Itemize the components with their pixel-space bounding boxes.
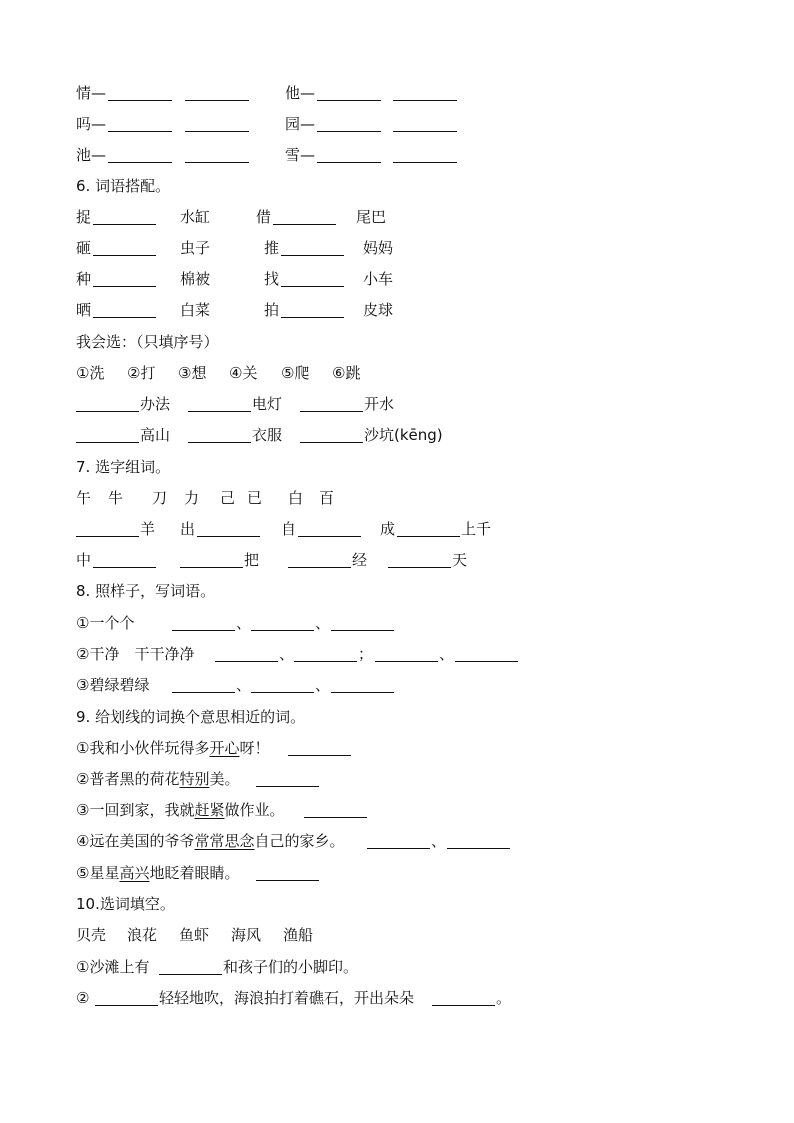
sentence-pre: ④远在美国的爷爷 (76, 832, 195, 850)
answer-blank[interactable] (93, 207, 156, 225)
q5-row-2 (0, 112, 794, 136)
char-option: 牛 (108, 489, 124, 507)
noun: 小车 (363, 270, 394, 288)
char-option: 午 (76, 489, 92, 507)
answer-blank[interactable] (288, 550, 351, 568)
answer-blank[interactable] (76, 425, 139, 443)
answer-blank[interactable] (108, 114, 172, 132)
sentence-text (76, 863, 239, 883)
verb: 借 (256, 208, 272, 226)
fill-word: 开水 (364, 395, 395, 413)
sentence-pre: ①我和小伙伴玩得多 (76, 739, 210, 757)
answer-blank[interactable] (281, 238, 344, 256)
example-word: ③碧绿碧绿 (76, 676, 150, 694)
answer-blank[interactable] (185, 145, 249, 163)
underlined-word: 高兴 (119, 864, 150, 882)
separator: 、 (431, 832, 447, 850)
fill-word: 沙坑(kēng) (364, 426, 443, 444)
word-part: 天 (452, 551, 468, 569)
answer-blank[interactable] (93, 238, 156, 256)
verb: 拍 (264, 301, 280, 319)
answer-blank[interactable] (300, 394, 363, 412)
q9-sentence-1 (0, 736, 794, 760)
q6-fill-row-1 (0, 392, 794, 416)
answer-blank[interactable] (251, 675, 314, 693)
answer-blank[interactable] (256, 769, 319, 787)
sentence-pre: ② (76, 989, 90, 1007)
verb: 砸 (76, 239, 92, 257)
answer-blank[interactable] (393, 145, 457, 163)
option-item: ①洗 (76, 364, 105, 382)
q8-row-3 (0, 673, 794, 697)
answer-blank[interactable] (375, 644, 438, 662)
sentence-text (76, 738, 269, 758)
char-option: 力 (184, 489, 200, 507)
noun: 尾巴 (356, 208, 387, 226)
answer-blank[interactable] (367, 831, 430, 849)
question-title: 8. 照样子，写词语。 (76, 582, 216, 600)
answer-blank[interactable] (180, 550, 243, 568)
q6-title-line (0, 174, 794, 198)
sentence-text (76, 800, 284, 820)
example-word: ②干净 干干净净 (76, 645, 195, 663)
q6-fill-row-2 (0, 423, 794, 447)
verb: 捉 (76, 208, 92, 226)
separator: ； (358, 645, 374, 663)
answer-blank[interactable] (281, 269, 344, 287)
question-title: 9. 给划线的词换个意思相近的词。 (76, 708, 306, 726)
q7-chars-row (0, 486, 794, 510)
answer-blank[interactable] (317, 83, 381, 101)
q6-options-row (0, 361, 794, 385)
q6-pair-row-1 (0, 205, 794, 229)
q5-char: 雪— (285, 146, 316, 164)
sentence-mid: 轻轻地吹，海浪拍打着礁石，开出朵朵 (159, 989, 415, 1007)
q6-pair-row-3 (0, 267, 794, 291)
option-item: ⑤爬 (281, 364, 310, 382)
char-option: 已 (247, 489, 263, 507)
q10-sentence-2 (0, 986, 794, 1010)
answer-blank[interactable] (108, 145, 172, 163)
question-title: 10.选词填空。 (76, 895, 175, 913)
answer-blank[interactable] (93, 300, 156, 318)
separator: 、 (315, 614, 331, 632)
answer-blank[interactable] (185, 114, 249, 132)
sentence-post: 自己的家乡。 (254, 832, 345, 850)
sentence-post: 。 (496, 989, 512, 1007)
answer-blank[interactable] (432, 988, 495, 1006)
q7-word-row-1 (0, 517, 794, 541)
q5-char: 情— (76, 84, 107, 102)
q8-row-2 (0, 642, 794, 666)
word-part: 把 (244, 551, 260, 569)
answer-blank[interactable] (397, 519, 460, 537)
option-item: ②打 (127, 364, 156, 382)
answer-blank[interactable] (93, 550, 156, 568)
bank-word: 鱼虾 (179, 926, 210, 944)
noun: 白菜 (180, 301, 211, 319)
answer-blank[interactable] (93, 269, 156, 287)
answer-blank[interactable] (172, 675, 235, 693)
answer-blank[interactable] (188, 394, 251, 412)
answer-blank[interactable] (197, 519, 260, 537)
answer-blank[interactable] (455, 644, 518, 662)
char-option: 百 (319, 489, 335, 507)
word-part: 上千 (461, 520, 492, 538)
bank-word: 贝壳 (76, 926, 107, 944)
bank-word: 海风 (231, 926, 262, 944)
noun: 妈妈 (363, 239, 394, 257)
answer-blank[interactable] (300, 425, 363, 443)
q5-row-3 (0, 143, 794, 167)
answer-blank[interactable] (393, 83, 457, 101)
question-title: 6. 词语搭配。 (76, 177, 171, 195)
answer-blank[interactable] (273, 207, 336, 225)
separator: 、 (439, 645, 455, 663)
answer-blank[interactable] (256, 863, 319, 881)
answer-blank[interactable] (172, 613, 235, 631)
word-part: 出 (180, 520, 196, 538)
underlined-word: 开心 (209, 739, 240, 757)
answer-blank[interactable] (393, 114, 457, 132)
noun: 皮球 (363, 301, 394, 319)
word-part: 经 (352, 551, 368, 569)
q5-char: 池— (76, 146, 107, 164)
sentence-post: 美。 (209, 770, 240, 788)
sentence-post: 地眨着眼睛。 (149, 864, 240, 882)
q5-row-1 (0, 81, 794, 105)
word-part: 羊 (140, 520, 156, 538)
sentence-post: 做作业。 (224, 801, 285, 819)
fill-word: 办法 (140, 395, 171, 413)
option-item: ④关 (229, 364, 258, 382)
sentence-post: 和孩子们的小脚印。 (223, 958, 359, 976)
q10-sentence-1 (0, 955, 794, 979)
q9-title-line (0, 705, 794, 729)
option-item: ⑥跳 (332, 364, 361, 382)
answer-blank[interactable] (317, 114, 381, 132)
example-word: ①一个个 (76, 614, 135, 632)
q6-choose-label-line (0, 330, 794, 354)
answer-blank[interactable] (185, 83, 249, 101)
word-part: 成 (380, 520, 396, 538)
sentence-pre: ⑤星星 (76, 864, 120, 882)
answer-blank[interactable] (298, 519, 361, 537)
q6-pair-row-2 (0, 236, 794, 260)
answer-blank[interactable] (447, 831, 510, 849)
fill-word: 高山 (140, 426, 171, 444)
answer-blank[interactable] (108, 83, 172, 101)
q8-title-line (0, 579, 794, 603)
q7-title-line (0, 455, 794, 479)
q9-sentence-4 (0, 829, 794, 853)
verb: 推 (264, 239, 280, 257)
answer-blank[interactable] (159, 957, 222, 975)
q9-sentence-5 (0, 861, 794, 885)
answer-blank[interactable] (76, 519, 139, 537)
q7-word-row-2 (0, 548, 794, 572)
answer-blank[interactable] (251, 613, 314, 631)
bank-word: 渔船 (283, 926, 314, 944)
fill-word: 电灯 (252, 395, 283, 413)
underlined-word: 常常思念 (194, 832, 255, 850)
answer-blank[interactable] (76, 394, 139, 412)
sentence-pre: ①沙滩上有 (76, 958, 150, 976)
answer-blank[interactable] (317, 145, 381, 163)
q10-title-line (0, 892, 794, 916)
word-part: 自 (281, 520, 297, 538)
verb: 种 (76, 270, 92, 288)
char-option: 己 (220, 489, 236, 507)
option-item: ③想 (178, 364, 207, 382)
answer-blank[interactable] (95, 988, 158, 1006)
answer-blank[interactable] (388, 550, 451, 568)
fill-word: 衣服 (252, 426, 283, 444)
bank-word: 浪花 (127, 926, 158, 944)
answer-blank[interactable] (281, 300, 344, 318)
answer-blank[interactable] (215, 644, 278, 662)
separator: 、 (236, 676, 252, 694)
verb: 晒 (76, 301, 92, 319)
q9-sentence-3 (0, 798, 794, 822)
word-part: 中 (76, 551, 92, 569)
sentence-post: 呀！ (239, 739, 270, 757)
sentence-text (76, 769, 239, 789)
separator: 、 (279, 645, 295, 663)
instruction-text: 我会选：（只填序号） (76, 333, 219, 351)
q5-char: 他— (285, 84, 316, 102)
verb: 找 (264, 270, 280, 288)
char-option: 白 (288, 489, 304, 507)
underlined-word: 特别 (179, 770, 210, 788)
noun: 棉被 (180, 270, 211, 288)
question-title: 7. 选字组词。 (76, 458, 171, 476)
q9-sentence-2 (0, 767, 794, 791)
noun: 虫子 (180, 239, 211, 257)
q6-pair-row-4 (0, 298, 794, 322)
q8-row-1 (0, 611, 794, 635)
answer-blank[interactable] (294, 644, 357, 662)
q5-char: 园— (285, 115, 316, 133)
answer-blank[interactable] (188, 425, 251, 443)
noun: 水缸 (180, 208, 211, 226)
answer-blank[interactable] (288, 738, 351, 756)
sentence-text (76, 831, 344, 851)
underlined-word: 赶紧 (194, 801, 225, 819)
sentence-pre: ③一回到家，我就 (76, 801, 195, 819)
q5-char: 吗— (76, 115, 107, 133)
separator: 、 (236, 614, 252, 632)
char-option: 刀 (152, 489, 168, 507)
separator: 、 (315, 676, 331, 694)
answer-blank[interactable] (304, 800, 367, 818)
answer-blank[interactable] (331, 675, 394, 693)
q10-word-bank (0, 923, 794, 947)
sentence-pre: ②普者黑的荷花 (76, 770, 180, 788)
answer-blank[interactable] (331, 613, 394, 631)
